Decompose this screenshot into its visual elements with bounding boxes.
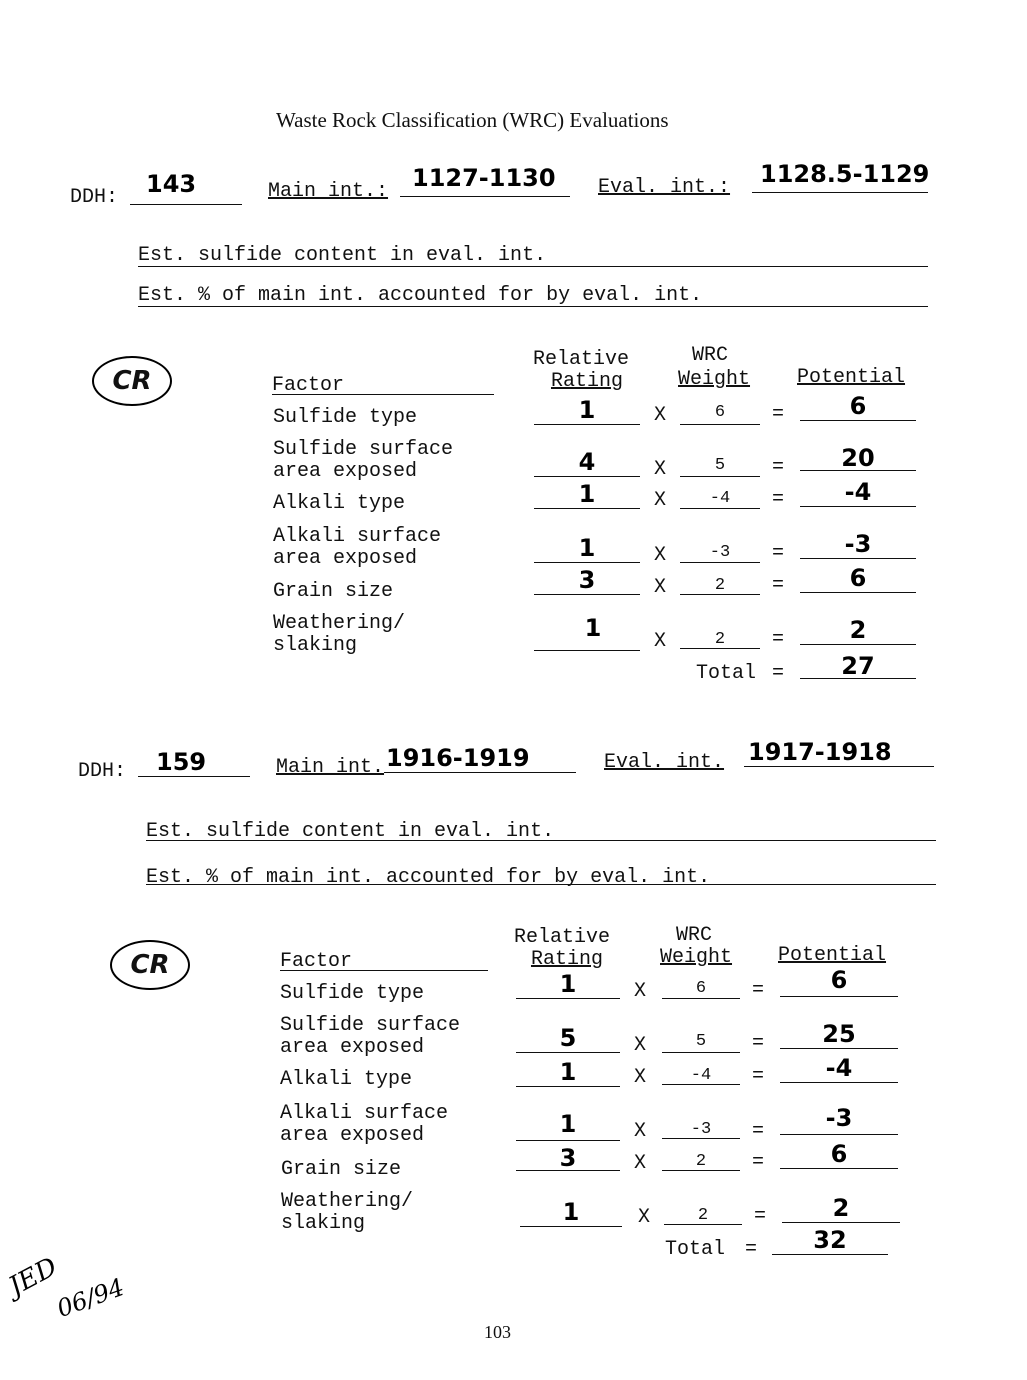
factor-label-cont: area exposed — [273, 460, 418, 483]
multiply-sign: X — [654, 489, 667, 512]
main-int-label: Main int. — [276, 756, 385, 779]
weight-value: -4 — [690, 1066, 712, 1085]
potential-value: -4 — [844, 478, 872, 506]
weight-value: 2 — [714, 576, 726, 595]
factor-label-cont: area exposed — [280, 1036, 425, 1059]
potential-value: 6 — [849, 564, 867, 592]
potential-header: Potential — [778, 944, 887, 967]
relative-header: Relative — [514, 926, 611, 949]
eval-int-label: Eval. int.: — [598, 176, 731, 199]
est-percent-label: Est. % of main int. accounted for by eval. int. — [138, 284, 703, 307]
rating-header: Rating — [550, 370, 623, 393]
ddh-label: DDH: — [78, 760, 127, 783]
factor-label: Sulfide type — [273, 406, 418, 429]
total-value: 27 — [841, 652, 875, 680]
potential-value: 2 — [832, 1194, 850, 1222]
initials-signature: JED — [3, 1251, 63, 1303]
page-title: Waste Rock Classification (WRC) Evaluations — [276, 108, 669, 132]
wrc-header: WRC — [676, 924, 713, 947]
equals-sign: = — [772, 456, 785, 479]
factor-header: Factor — [272, 374, 345, 397]
rating-value: 1 — [559, 970, 577, 998]
multiply-sign: X — [634, 1066, 647, 1089]
multiply-sign: X — [638, 1206, 651, 1229]
est-sulfide-label: Est. sulfide content in eval. int. — [146, 820, 555, 843]
factor-label: Grain size — [281, 1158, 402, 1181]
rating-header: Rating — [530, 948, 603, 971]
rating-value: 1 — [559, 1058, 577, 1086]
potential-value: 6 — [849, 392, 867, 420]
relative-header: Relative — [533, 348, 630, 371]
eval-int-label: Eval. int. — [604, 751, 725, 774]
equals-sign: = — [772, 403, 785, 426]
total-value: 32 — [813, 1226, 847, 1254]
weight-value: 6 — [714, 403, 726, 422]
weight-value: 6 — [695, 979, 707, 998]
equals-sign: = — [772, 628, 785, 651]
eval-int-value: 1917-1918 — [748, 738, 892, 766]
rating-value: 5 — [559, 1024, 577, 1052]
multiply-sign: X — [634, 1152, 647, 1175]
equals-sign: = — [752, 1065, 765, 1088]
eval-int-value: 1128.5-1129 — [760, 160, 930, 188]
equals-sign: = — [752, 1032, 765, 1055]
factor-label: Sulfide surface — [273, 438, 454, 461]
factor-label-cont: slaking — [273, 634, 358, 657]
cr-stamp: CR — [110, 940, 190, 990]
weight-header: Weight — [660, 946, 733, 969]
potential-value: -4 — [825, 1054, 853, 1082]
potential-value: 6 — [830, 1140, 848, 1168]
main-int-value: 1916-1919 — [386, 744, 530, 772]
rating-value: 1 — [559, 1110, 577, 1138]
weight-value: 5 — [695, 1032, 707, 1051]
factor-label: Grain size — [273, 580, 394, 603]
factor-label: Alkali type — [280, 1068, 413, 1091]
main-int-label: Main int.: — [268, 180, 389, 203]
rating-value: 4 — [578, 448, 596, 476]
equals-sign: = — [752, 1120, 765, 1143]
multiply-sign: X — [654, 544, 667, 567]
multiply-sign: X — [654, 576, 667, 599]
equals-sign: = — [754, 1205, 767, 1228]
ddh-value: 159 — [156, 748, 207, 776]
est-sulfide-label: Est. sulfide content in eval. int. — [138, 244, 547, 267]
rating-value: 1 — [578, 534, 596, 562]
potential-value: 25 — [822, 1020, 856, 1048]
page-number: 103 — [484, 1322, 511, 1342]
potential-value: -3 — [825, 1104, 853, 1132]
potential-header: Potential — [797, 366, 906, 389]
factor-label: Sulfide surface — [280, 1014, 461, 1037]
multiply-sign: X — [654, 630, 667, 653]
potential-value: 2 — [849, 616, 867, 644]
est-percent-label: Est. % of main int. accounted for by eval. int. — [146, 866, 711, 889]
rating-value: 1 — [584, 614, 602, 642]
factor-label: Alkali surface — [273, 525, 442, 548]
multiply-sign: X — [654, 458, 667, 481]
equals-sign: = — [772, 488, 785, 511]
signature-date: 06/94 — [53, 1273, 128, 1323]
rating-value: 3 — [578, 566, 596, 594]
weight-header: Weight — [678, 368, 751, 391]
multiply-sign: X — [634, 1034, 647, 1057]
factor-label: Weathering/ — [281, 1190, 414, 1213]
factor-label: Weathering/ — [273, 612, 406, 635]
weight-value: -3 — [690, 1120, 712, 1139]
rating-value: 1 — [578, 396, 596, 424]
factor-label-cont: slaking — [281, 1212, 366, 1235]
equals-sign: = — [745, 1238, 758, 1261]
equals-sign: = — [772, 542, 785, 565]
factor-label-cont: area exposed — [273, 547, 418, 570]
potential-value: -3 — [844, 530, 872, 558]
cr-stamp: CR — [92, 356, 172, 406]
weight-value: -4 — [709, 489, 731, 508]
potential-value: 6 — [830, 966, 848, 994]
equals-sign: = — [752, 979, 765, 1002]
weight-value: -3 — [709, 543, 731, 562]
factor-label: Sulfide type — [280, 982, 425, 1005]
main-int-value: 1127-1130 — [412, 164, 556, 192]
factor-header: Factor — [280, 950, 353, 973]
weight-value: 2 — [714, 630, 726, 649]
multiply-sign: X — [634, 1120, 647, 1143]
total-label: Total — [696, 662, 757, 685]
rating-value: 1 — [578, 480, 596, 508]
factor-label: Alkali type — [273, 492, 406, 515]
weight-value: 2 — [695, 1152, 707, 1171]
multiply-sign: X — [654, 404, 667, 427]
multiply-sign: X — [634, 980, 647, 1003]
equals-sign: = — [772, 574, 785, 597]
equals-sign: = — [752, 1151, 765, 1174]
weight-value: 5 — [714, 456, 726, 475]
factor-label: Alkali surface — [280, 1102, 449, 1125]
weight-value: 2 — [697, 1206, 709, 1225]
rating-value: 3 — [559, 1144, 577, 1172]
rating-value: 1 — [562, 1198, 580, 1226]
potential-value: 20 — [841, 444, 875, 472]
ddh-label: DDH: — [70, 186, 119, 209]
factor-label-cont: area exposed — [280, 1124, 425, 1147]
total-label: Total — [665, 1238, 726, 1261]
equals-sign: = — [772, 662, 785, 685]
wrc-header: WRC — [692, 344, 729, 367]
ddh-value: 143 — [146, 170, 197, 198]
